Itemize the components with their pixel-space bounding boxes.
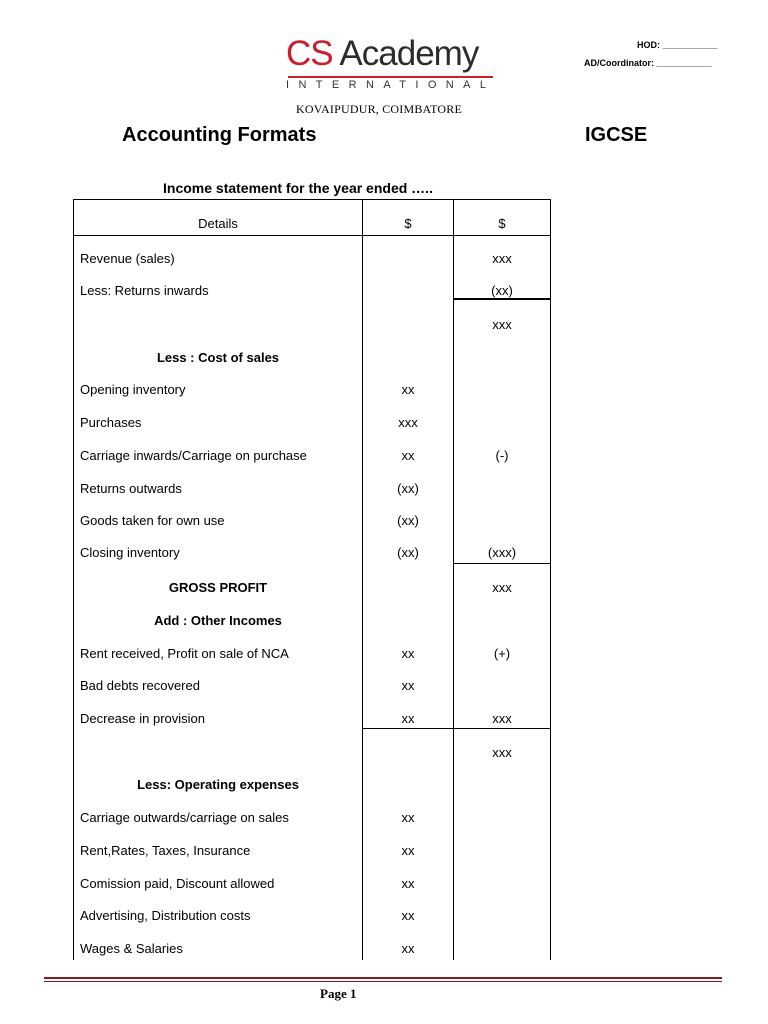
header-col1: $ — [404, 216, 412, 231]
table-row — [74, 382, 550, 402]
row-amount-col1: xx — [401, 843, 415, 858]
row-label: Purchases — [80, 415, 142, 430]
row-label: Wages & Salaries — [80, 941, 183, 956]
row-amount-col2: (xx) — [491, 283, 513, 298]
row-label: Goods taken for own use — [80, 513, 225, 528]
table-header-row — [74, 216, 550, 236]
table-row — [74, 843, 550, 863]
row-label: Opening inventory — [80, 382, 186, 397]
cs-academy-logo — [286, 34, 496, 91]
statement-title: Income statement for the year ended ….. — [163, 180, 433, 196]
row-amount-col2: (+) — [493, 646, 511, 661]
table-row — [74, 448, 550, 468]
row-label: Returns outwards — [80, 481, 182, 496]
table-row — [74, 876, 550, 896]
footer-rule — [44, 981, 722, 982]
table-row — [74, 513, 550, 533]
table-row — [74, 580, 550, 600]
row-amount-col1: xx — [401, 382, 415, 397]
logo-cs-text: CS — [286, 34, 333, 73]
row-label: Carriage outwards/carriage on sales — [80, 810, 289, 825]
page-title: Accounting Formats — [122, 124, 317, 146]
row-label: Decrease in provision — [80, 711, 206, 726]
coordinator-signature-line: AD/Coordinator: ___________ — [584, 58, 712, 68]
table-row — [74, 810, 550, 830]
row-label: Closing inventory — [80, 545, 180, 560]
row-amount-col2: (xxx) — [487, 545, 517, 560]
table-row — [74, 646, 550, 666]
row-label: Bad debts recovered — [80, 678, 200, 693]
row-amount-col1: xx — [401, 941, 415, 956]
header-details: Details — [198, 216, 238, 231]
row-label: Comission paid, Discount allowed — [80, 876, 275, 891]
row-amount-col1: xx — [401, 448, 415, 463]
school-location: KOVAIPUDUR, COIMBATORE — [296, 102, 462, 116]
row-amount-col2: xxx — [492, 711, 512, 726]
table-row — [74, 350, 550, 370]
logo-academy-text: Academy — [339, 34, 479, 73]
income-statement-table — [73, 199, 551, 960]
row-amount-col1: xx — [401, 711, 415, 726]
row-amount-col1: (xx) — [397, 481, 419, 496]
hod-signature-line: HOD: ___________ — [637, 40, 718, 50]
row-amount-col2: xxx — [492, 317, 512, 332]
row-label: Less : Cost of sales — [156, 350, 280, 365]
row-amount-col2: xxx — [492, 745, 512, 760]
row-label: Rent,Rates, Taxes, Insurance — [80, 843, 251, 858]
table-row — [74, 613, 550, 633]
row-amount-col1: xxx — [398, 415, 418, 430]
table-row — [74, 678, 550, 698]
table-row — [74, 415, 550, 435]
table-row — [74, 745, 550, 765]
row-amount-col2: xxx — [492, 251, 512, 266]
table-row — [74, 941, 550, 961]
row-amount-col2: xxx — [492, 580, 512, 595]
table-row — [74, 908, 550, 928]
row-label: Add : Other Incomes — [154, 613, 282, 628]
course-level: IGCSE — [585, 124, 648, 146]
row-label: GROSS PROFIT — [168, 580, 268, 595]
header-col2: $ — [498, 216, 506, 231]
row-amount-col1: xx — [401, 810, 415, 825]
page-number: Page 1 — [320, 986, 357, 1001]
row-label: Revenue (sales) — [80, 251, 175, 266]
row-amount-col1: (xx) — [397, 513, 419, 528]
row-label: Less: Returns inwards — [80, 283, 209, 298]
table-row — [74, 711, 550, 731]
row-amount-col1: xx — [401, 876, 415, 891]
table-row — [74, 251, 550, 271]
row-amount-col1: xx — [401, 908, 415, 923]
row-label: Advertising, Distribution costs — [80, 908, 251, 923]
row-label: Less: Operating expenses — [137, 777, 299, 792]
footer-rule — [44, 977, 722, 979]
table-row — [74, 283, 550, 303]
row-amount-col1: xx — [401, 646, 415, 661]
row-label: Carriage inwards/Carriage on purchase — [80, 448, 307, 463]
table-row — [74, 777, 550, 797]
row-amount-col2: (-) — [495, 448, 509, 463]
logo-underline — [288, 76, 493, 78]
row-amount-col1: (xx) — [397, 545, 419, 560]
table-row — [74, 317, 550, 337]
table-row — [74, 481, 550, 501]
logo-wordmark — [286, 36, 496, 72]
logo-subtitle: INTERNATIONAL — [286, 79, 496, 91]
row-amount-col1: xx — [401, 678, 415, 693]
row-label: Rent received, Profit on sale of NCA — [80, 646, 289, 661]
table-row — [74, 545, 550, 565]
